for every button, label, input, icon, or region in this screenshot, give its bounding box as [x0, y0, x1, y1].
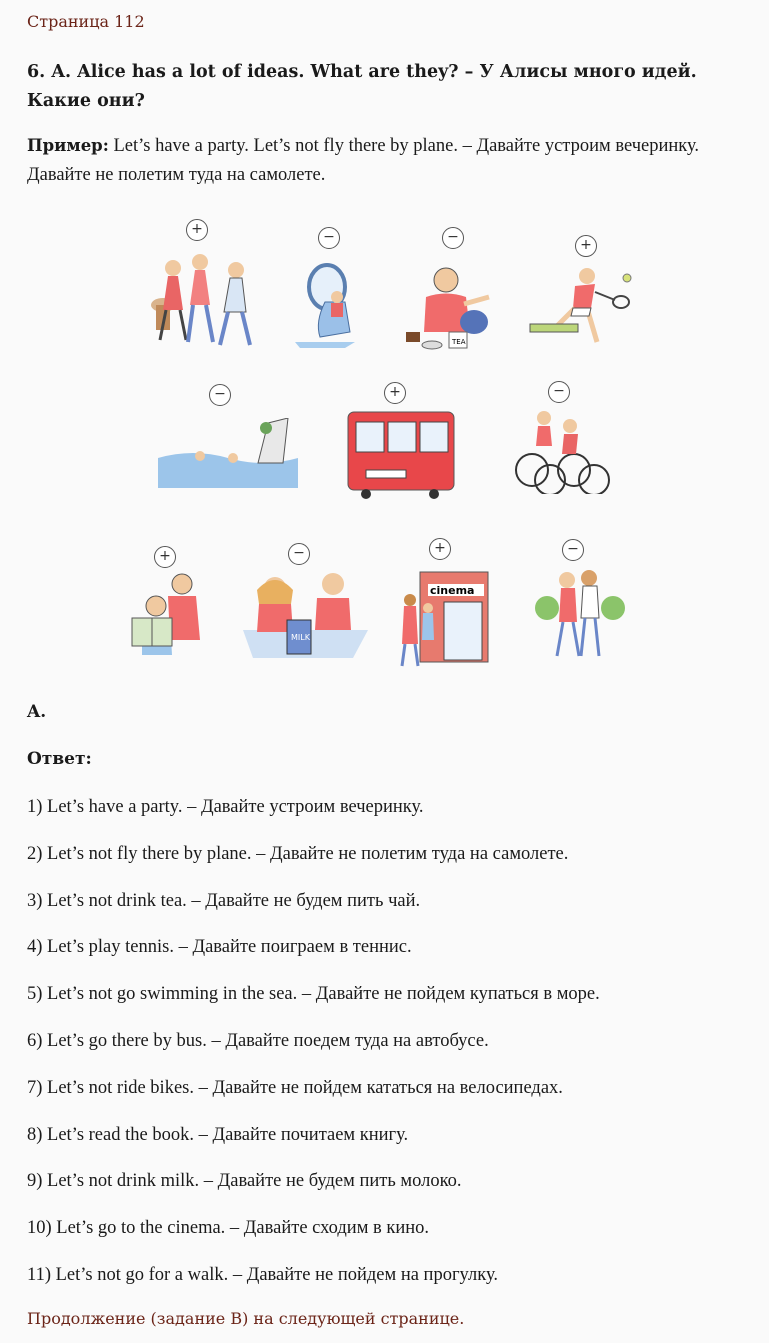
minus-sign-walk: −: [562, 539, 584, 561]
example-paragraph: [27, 131, 757, 190]
task-title: 6. A. Alice has a lot of ideas. What are they? – У Алисы много идей. Какие они?: [27, 62, 697, 111]
answer-item: 3) Let’s not drink tea. – Давайте не будем пить чай.: [27, 890, 421, 911]
minus-sign-plane: −: [318, 227, 340, 249]
answer-item: 6) Let’s go there by bus. – Давайте поедем туда на автобусе.: [27, 1030, 489, 1051]
bus-illustration: [346, 410, 458, 500]
svg-text:TEA: TEA: [452, 338, 466, 346]
answer-item: 5) Let’s not go swimming in the sea. – Давайте не пойдем купаться в море.: [27, 984, 600, 1005]
answer-item: 8) Let’s read the book. – Давайте почитаем книгу.: [27, 1124, 409, 1145]
answer-item: 4) Let’s play tennis. – Давайте поиграем в теннис.: [27, 937, 412, 958]
answer-item: 2) Let’s not fly there by plane. – Давайте не полетим туда на самолете.: [27, 843, 569, 864]
plus-sign-party: +: [186, 219, 208, 241]
swimming-illustration: [158, 418, 298, 490]
milk-illustration: [243, 570, 368, 658]
answer-list: [27, 793, 600, 1308]
plus-sign-cinema: +: [429, 538, 451, 560]
bikes-illustration: [512, 408, 612, 494]
answer-item: 11) Let’s not go for a walk. – Давайте не пойдем на прогулку.: [27, 1264, 498, 1285]
book-illustration: [130, 570, 210, 660]
svg-text:MILK: MILK: [291, 633, 310, 642]
minus-sign-tea: −: [442, 227, 464, 249]
continue-link[interactable]: Продолжение (задание B) на следующей странице.: [27, 1309, 465, 1328]
answer-item: 7) Let’s not ride bikes. – Давайте не пойдем кататься на велосипедах.: [27, 1077, 563, 1098]
plus-sign-tennis: +: [575, 235, 597, 257]
answer-label: Ответ:: [27, 749, 92, 769]
example-label: Пример:: [27, 136, 109, 155]
minus-sign-milk: −: [288, 543, 310, 565]
answer-item: 10) Let’s go to the cinema. – Давайте сходим в кино.: [27, 1218, 430, 1239]
walk-illustration: [533, 568, 628, 660]
tea-illustration: [404, 262, 499, 352]
example-text: Let’s have a party. Let’s not fly there by plane. – Давайте устроим вечеринку. Давайте не полетим туда на самолете.: [27, 136, 700, 185]
cinema-illustration: [390, 566, 490, 670]
answer-item: 9) Let’s not drink milk. – Давайте не будем пить молоко.: [27, 1171, 462, 1192]
plane-illustration: [285, 262, 365, 350]
page-link[interactable]: Страница 112: [27, 12, 145, 31]
cinema-sign-text: cinema: [430, 584, 475, 597]
answer-item: 1) Let’s have a party. – Давайте устроим вечеринку.: [27, 797, 424, 817]
section-a-label: A.: [27, 702, 47, 722]
plus-sign-book: +: [154, 546, 176, 568]
minus-sign-bikes: −: [548, 381, 570, 403]
tennis-illustration: [525, 262, 635, 348]
minus-sign-swimming: −: [209, 384, 231, 406]
plus-sign-bus: +: [384, 382, 406, 404]
party-illustration: [138, 250, 263, 350]
